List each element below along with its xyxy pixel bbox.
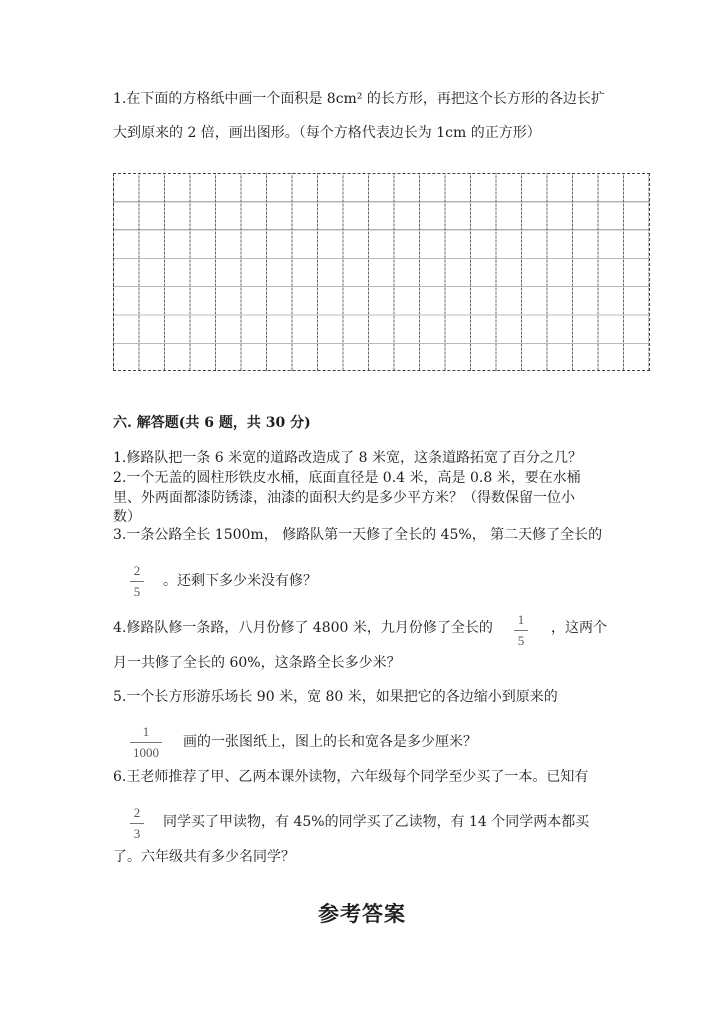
fraction-one-fifth: [514, 612, 528, 649]
fraction-bar: [130, 823, 144, 824]
problem-4-line1-end: ，这两个: [551, 620, 607, 636]
square-grid: [113, 173, 650, 371]
fraction-denominator: 1000: [133, 745, 159, 760]
problem-1: 1.修路队把一条 6 米宽的道路改造成了 8 米宽，这条道路拓宽了百分之几？: [113, 450, 582, 466]
problem-2-line3: 数）: [113, 509, 141, 525]
problem-5-line1: 5.一个长方形游乐场长 90 米，宽 80 米，如果把它的各边缩小到原来的: [113, 689, 558, 705]
fraction-bar: [514, 630, 528, 631]
fraction-denominator: 5: [133, 584, 141, 599]
problem-2-line2: 里、外两面都漆防锈漆，油漆的面积大约是多少平方米？（得数保留一位小: [113, 490, 575, 506]
fraction-denominator: 5: [517, 633, 525, 648]
fraction-numerator: 2: [133, 805, 141, 820]
fraction-two-thirds: [130, 805, 144, 842]
problem-5-line2: 画的一张图纸上，图上的长和宽各是多少厘米？: [183, 734, 477, 750]
problem-6-line3: 了。六年级共有多少名同学？: [113, 849, 295, 865]
fraction-numerator: 2: [133, 563, 141, 578]
fraction-numerator: 1: [517, 612, 525, 627]
fraction-one-thousandth: [130, 724, 162, 761]
problem-3-line2: 。还剩下多少米没有修？: [163, 573, 317, 589]
problem-2-line1: 2.一个无盖的圆柱形铁皮水桶，底面直径是 0.4 米，高是 0.8 米，要在水桶: [113, 470, 581, 486]
fraction-bar: [130, 742, 162, 743]
answer-title: 参考答案: [318, 901, 406, 926]
problem-6-line2: 同学买了甲读物，有 45%的同学买了乙读物，有 14 个同学两本都买: [163, 814, 590, 830]
problem-4-line2: 月一共修了全长的 60%，这条路全长多少米？: [113, 655, 401, 671]
fraction-bar: [130, 581, 144, 582]
fraction-two-fifths: [130, 563, 144, 600]
q1-line2: 大到原来的 2 倍，画出图形。（每个方格代表边长为 1cm 的正方形）: [113, 125, 541, 141]
problem-4-line1: 4.修路队修一条路，八月份修了 4800 米，九月份修了全长的: [113, 620, 493, 636]
problem-3-line1: 3.一条公路全长 1500m， 修路队第一天修了全长的 45%， 第二天修了全长的: [113, 527, 603, 543]
problem-6-line1: 6.王老师推荐了甲、乙两本课外读物，六年级每个同学至少买了一本。已知有: [113, 769, 589, 785]
q1-line1: 1.在下面的方格纸中画一个面积是 8cm² 的长方形，再把这个长方形的各边长扩: [113, 91, 605, 107]
section-title: 六. 解答题(共 6 题，共 30 分): [113, 415, 311, 431]
fraction-numerator: 1: [142, 724, 150, 739]
fraction-denominator: 3: [133, 826, 141, 841]
